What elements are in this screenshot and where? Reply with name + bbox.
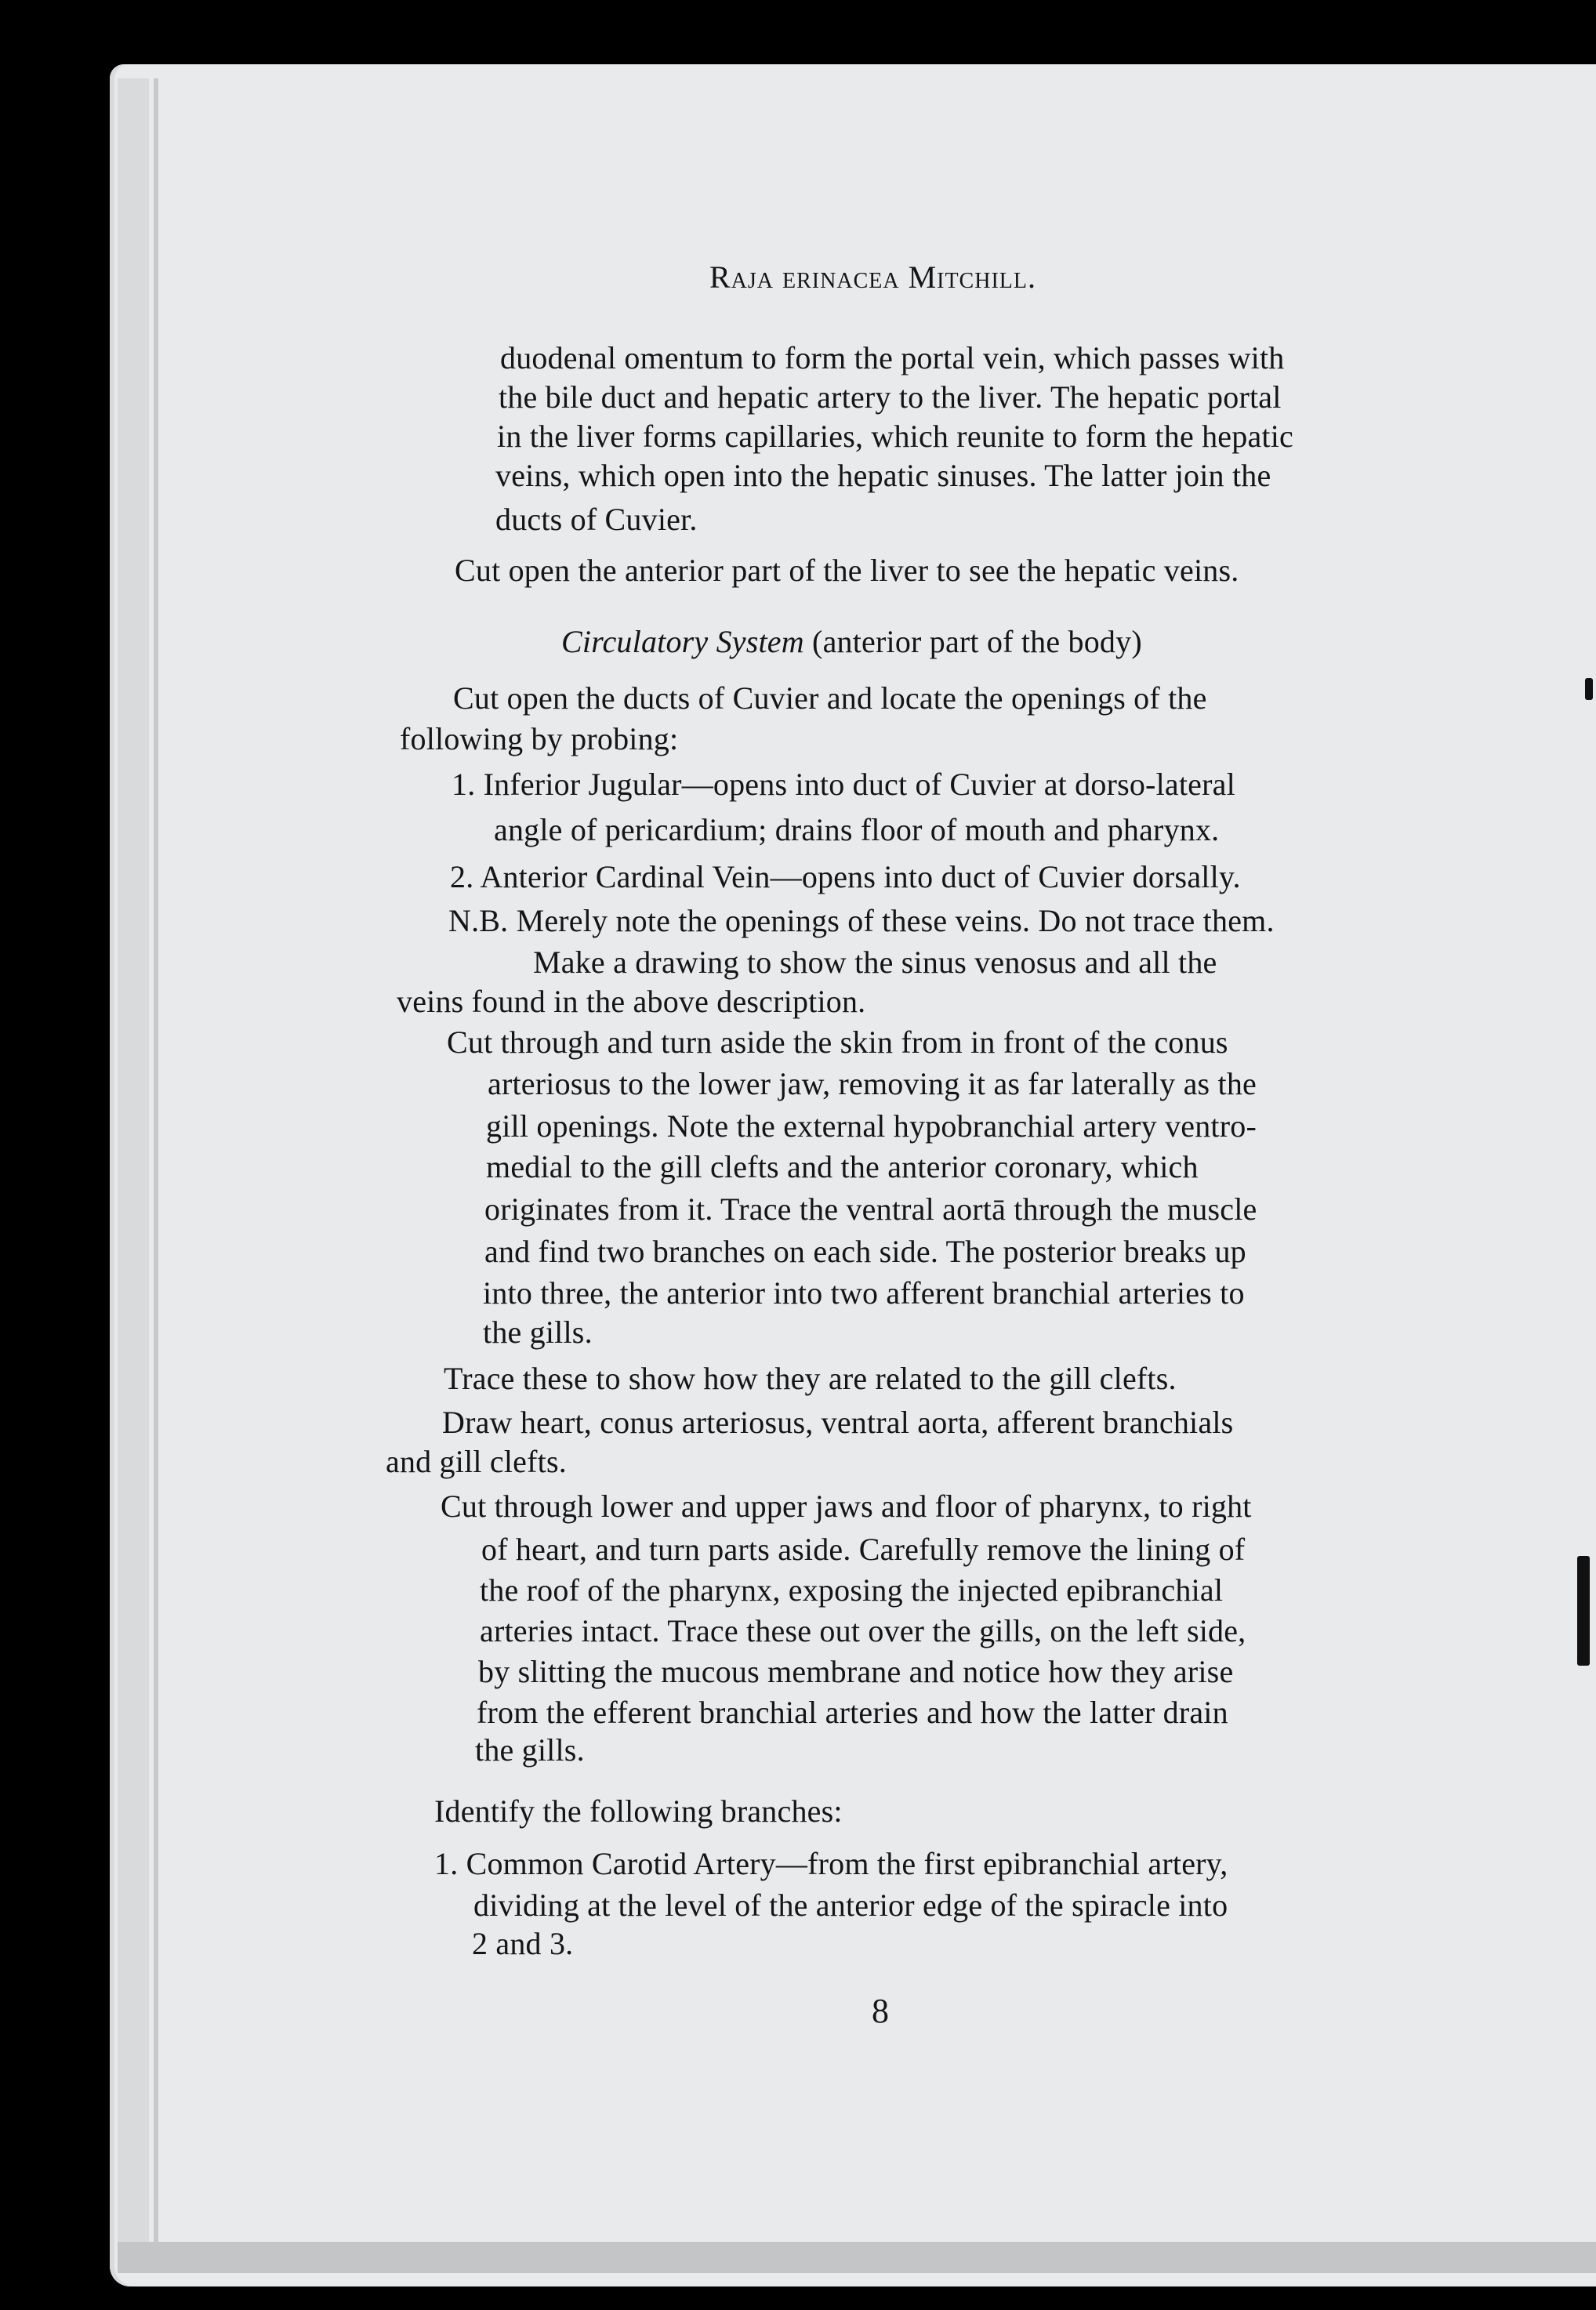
text-line: N.B. Merely note the openings of these veins. Do not trace them. — [448, 903, 1275, 938]
binding-shadow — [118, 78, 149, 2257]
text-line: gill openings. Note the external hypobranchial artery ventro- — [486, 1108, 1257, 1144]
text-line: originates from it. Trace the ventral aortā through the muscle — [484, 1191, 1257, 1227]
text-line: 1. Common Carotid Artery—from the first epibranchial artery, — [434, 1846, 1228, 1881]
page-number: 8 — [872, 1992, 889, 2030]
text-line: arteriosus to the lower jaw, removing it as far laterally as the — [488, 1066, 1257, 1101]
scan-edge-mark — [1585, 678, 1593, 700]
text-line: duodenal omentum to form the portal vein, which passes with — [500, 340, 1285, 375]
text-line: 1. Inferior Jugular—opens into duct of Cuvier at dorso-lateral — [452, 767, 1235, 802]
section-heading-italic: Circulatory System — [561, 624, 804, 659]
text-line: veins found in the above description. — [397, 984, 866, 1019]
text-line: dividing at the level of the anterior edge of the spiracle into — [473, 1888, 1228, 1923]
text-line: and gill clefts. — [386, 1444, 567, 1479]
page-bottom-edge — [118, 2242, 1596, 2273]
text-line: 2. Anterior Cardinal Vein—opens into duct of Cuvier dorsally. — [450, 859, 1241, 894]
text-line: and find two branches on each side. The posterior breaks up — [484, 1234, 1246, 1269]
section-heading-rest: (anterior part of the body) — [803, 624, 1142, 659]
text-line: Cut through lower and upper jaws and floor of pharynx, to right — [441, 1489, 1252, 1524]
text-line: the gills. — [483, 1315, 593, 1350]
text-line: in the liver forms capillaries, which reunite to form the hepatic — [497, 419, 1293, 454]
text-line: arteries intact. Trace these out over the gills, on the left side, — [480, 1613, 1246, 1648]
binding-edge — [154, 78, 158, 2242]
text-line: ducts of Cuvier. — [495, 502, 698, 537]
running-head: Raja erinacea Mitchill. — [709, 259, 1036, 295]
text-line: Make a drawing to show the sinus venosus and all the — [533, 945, 1217, 980]
text-line: Cut open the ducts of Cuvier and locate the openings of the — [453, 680, 1207, 716]
text-line: Trace these to show how they are related to the gill clefts. — [444, 1361, 1177, 1396]
text-line: angle of pericardium; drains floor of mouth and pharynx. — [494, 812, 1220, 847]
text-line: of heart, and turn parts aside. Carefully remove the lining of — [481, 1532, 1246, 1567]
text-line: Draw heart, conus arteriosus, ventral aorta, afferent branchials — [442, 1405, 1234, 1440]
text-line: the gills. — [475, 1732, 585, 1768]
text-line: Cut open the anterior part of the liver to see the hepatic veins. — [455, 553, 1239, 588]
scan-edge-mark — [1577, 1556, 1590, 1666]
text-line: Identify the following branches: — [434, 1793, 843, 1829]
text-line: following by probing: — [400, 721, 679, 756]
text-line: into three, the anterior into two afferent branchial arteries to — [483, 1275, 1245, 1311]
text-line: 2 and 3. — [472, 1926, 574, 1961]
text-line: the roof of the pharynx, exposing the injected epibranchial — [480, 1572, 1224, 1608]
text-line: medial to the gill clefts and the anterior coronary, which — [486, 1149, 1199, 1184]
text-line: veins, which open into the hepatic sinuses. The latter join the — [495, 458, 1271, 493]
text-line: from the efferent branchial arteries and how the latter drain — [477, 1695, 1228, 1730]
text-line: Cut through and turn aside the skin from in front of the conus — [447, 1024, 1228, 1060]
text-line: the bile duct and hepatic artery to the liver. The hepatic portal — [499, 379, 1282, 415]
section-heading — [561, 622, 1142, 662]
text-line: by slitting the mucous membrane and notice how they arise — [478, 1654, 1234, 1689]
